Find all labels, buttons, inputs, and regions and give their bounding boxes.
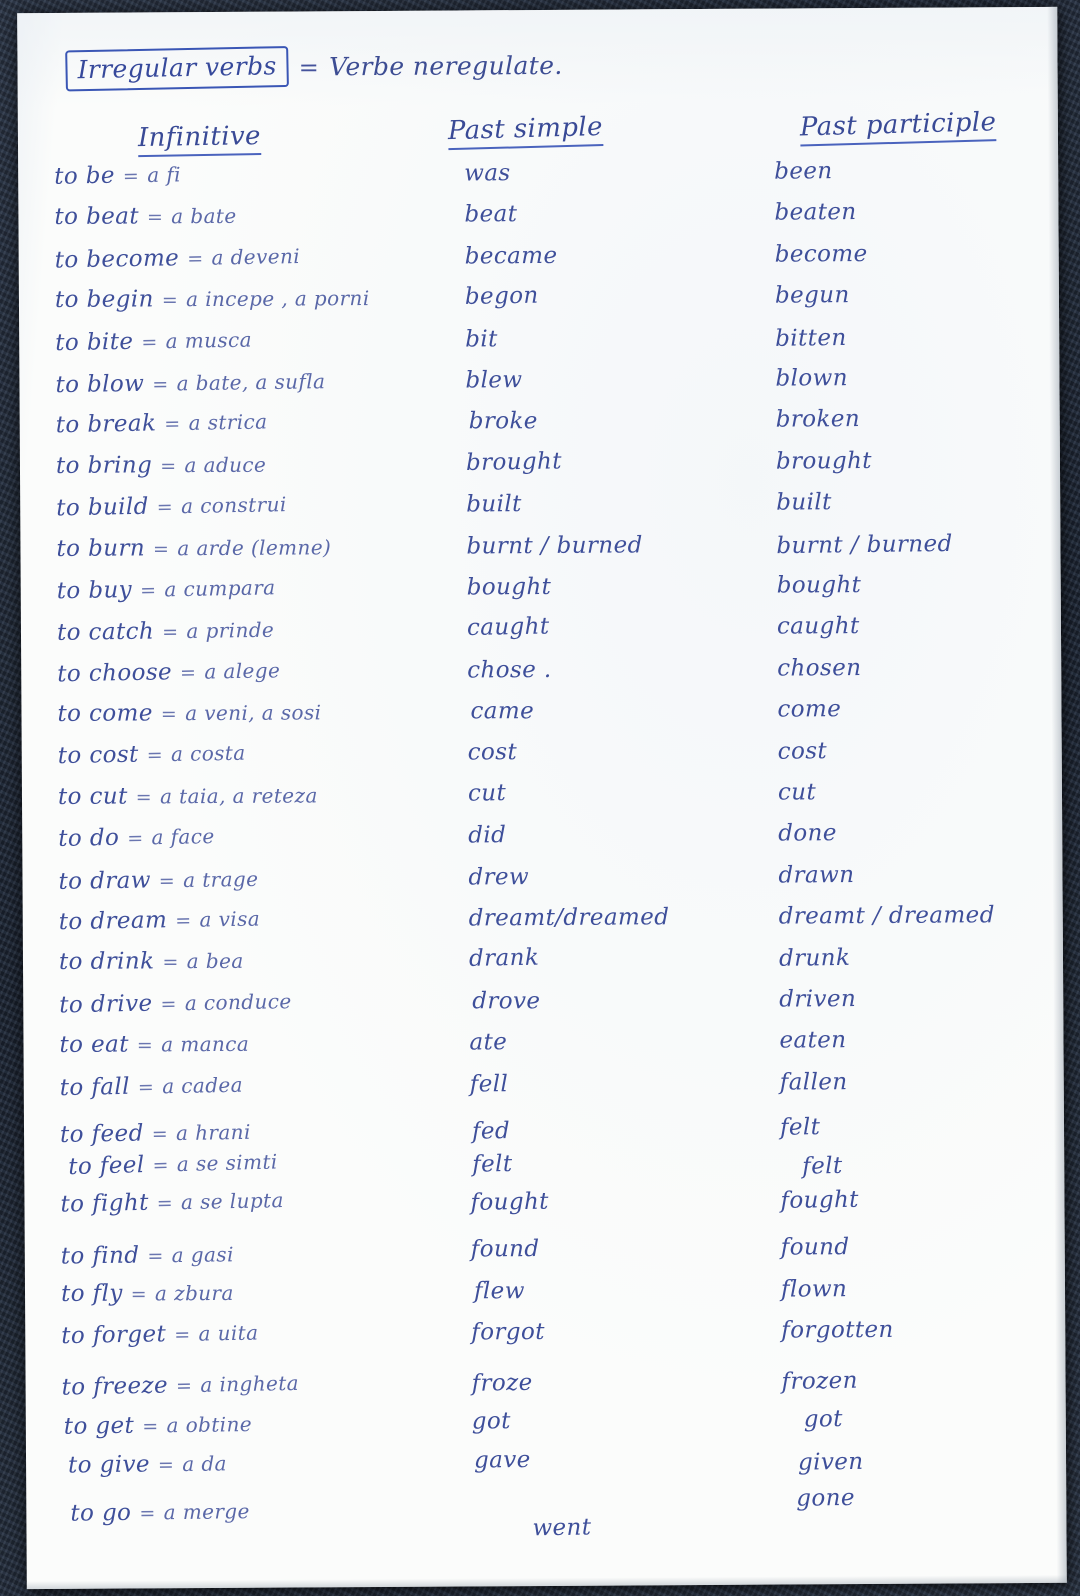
equals-sign: = [127, 827, 144, 850]
equals-sign: = [136, 1034, 154, 1057]
equals-sign: = [139, 579, 157, 602]
verb-romanian: a merge [163, 1498, 250, 1524]
verb-infinitive-cell [61, 1243, 234, 1268]
verb-past-participle: flown [780, 1275, 848, 1303]
equals-sign: = [161, 289, 179, 312]
verb-past-participle: chosen [777, 654, 862, 682]
equals-sign: = [162, 951, 179, 974]
verb-infinitive-cell [58, 784, 318, 809]
verb-past-participle: bought [776, 571, 862, 599]
verb-infinitive: to choose [56, 658, 173, 688]
table-row [19, 366, 1059, 414]
verb-infinitive: to go [70, 1499, 132, 1527]
verb-past-participle: done [778, 820, 837, 847]
table-row [23, 987, 1063, 1035]
verb-past-simple: did [468, 822, 507, 849]
equals-sign: = [156, 496, 174, 519]
verb-infinitive-cell [57, 576, 276, 603]
verb-infinitive: to catch [56, 618, 155, 647]
notebook-page [17, 7, 1067, 1589]
table-row [26, 1401, 1066, 1449]
verb-romanian: a obtine [166, 1411, 253, 1437]
verb-past-simple: fell [469, 1070, 509, 1098]
table-row [25, 1276, 1065, 1324]
verb-infinitive-cell [57, 659, 280, 686]
verb-past-simple: caught [466, 613, 550, 642]
verb-past-participle: felt [801, 1153, 843, 1181]
verb-romanian: a alege [204, 657, 281, 684]
verb-infinitive-cell [57, 701, 321, 726]
equals-sign: = [137, 1075, 155, 1099]
verb-past-participle: found [780, 1234, 850, 1261]
table-row [18, 159, 1058, 207]
verb-past-simple: drank [468, 945, 540, 973]
table-row [23, 945, 1063, 993]
verb-past-participle: felt [779, 1114, 821, 1141]
verb-romanian: a gasi [171, 1242, 234, 1268]
verb-infinitive: to cut [57, 783, 128, 810]
table-row [23, 1028, 1063, 1076]
verb-infinitive-cell [56, 493, 287, 520]
verb-past-participle: gone [796, 1484, 856, 1512]
table-row [22, 821, 1062, 869]
verb-past-simple: gave [473, 1446, 531, 1474]
table-row [19, 283, 1059, 331]
verb-past-simple: beat [464, 201, 518, 228]
verb-infinitive: to be [53, 162, 116, 190]
verb-past-participle: bitten [775, 324, 847, 352]
verb-past-simple: begon [464, 282, 539, 311]
verb-infinitive: to come [57, 700, 153, 728]
verb-romanian: a construi [180, 492, 287, 519]
verb-infinitive-cell [60, 1121, 251, 1147]
table-row [20, 531, 1060, 579]
verb-infinitive: to break [55, 410, 157, 439]
verb-romanian: a taia, a reteza [159, 783, 318, 809]
verb-romanian: a trage [182, 866, 259, 892]
verb-infinitive-cell [70, 1500, 250, 1526]
equals-sign: = [142, 1415, 159, 1438]
equals-sign: = [139, 1501, 156, 1525]
verb-romanian: a musca [165, 327, 253, 353]
verb-past-participle: cost [777, 738, 828, 766]
verb-infinitive-cell [68, 1151, 278, 1180]
table-row [25, 1359, 1065, 1407]
verb-past-simple: bought [466, 573, 552, 601]
page-title [65, 46, 562, 90]
equals-sign: = [164, 413, 181, 436]
verb-past-participle: frozen [781, 1368, 859, 1396]
verb-infinitive: to beat [54, 203, 140, 231]
verb-past-simple: froze [471, 1370, 533, 1398]
table-row [18, 200, 1058, 248]
equals-sign: = [175, 909, 192, 933]
equals-sign: = [146, 206, 164, 229]
verb-past-participle: driven [779, 985, 857, 1013]
verb-past-simple: found [470, 1236, 540, 1263]
verb-infinitive-cell [58, 825, 215, 851]
verb-infinitive-cell [59, 990, 292, 1017]
equals-sign: = [130, 1282, 148, 1306]
verb-past-participle: fallen [779, 1068, 848, 1096]
verb-infinitive: to drive [59, 990, 153, 1019]
table-row [20, 449, 1060, 497]
verb-past-simple: flew [474, 1277, 525, 1304]
verb-romanian: a hrani [175, 1119, 251, 1146]
verb-past-simple: forgot [471, 1318, 545, 1346]
verb-infinitive: to buy [56, 576, 133, 605]
table-row [25, 1235, 1065, 1283]
verb-infinitive: to fall [59, 1073, 131, 1101]
table-row [24, 1186, 1064, 1242]
verb-infinitive-cell [58, 868, 258, 894]
column-header-infinitive: Infinitive [138, 121, 261, 153]
verb-past-participle: begun [774, 282, 850, 309]
equals-sign: = [157, 1454, 175, 1477]
equals-sign: = [179, 661, 197, 684]
verb-past-participle: cut [777, 779, 817, 806]
verb-infinitive-cell [60, 1189, 284, 1216]
verb-romanian: a zbura [154, 1280, 234, 1305]
verb-past-simple: fed [471, 1118, 511, 1145]
equals-sign: = [187, 247, 204, 270]
verb-past-simple: cost [467, 739, 518, 766]
verb-past-simple: drew [468, 863, 530, 891]
verb-romanian: a uita [198, 1320, 259, 1346]
page-edge-bottom [27, 1575, 1067, 1589]
verb-infinitive: to fly [60, 1280, 123, 1307]
verb-infinitive-cell [61, 1321, 259, 1348]
equals-sign: = [151, 1123, 169, 1146]
verb-past-participle: drawn [778, 861, 855, 889]
verb-romanian: a deveni [211, 243, 301, 270]
verb-infinitive-cell [61, 1372, 299, 1400]
verb-infinitive-cell [61, 1281, 234, 1305]
verb-romanian: a bate, a sufla [176, 369, 326, 396]
verb-past-participle: become [774, 240, 868, 268]
verb-infinitive-cell [55, 328, 252, 355]
table-row [21, 614, 1061, 662]
verb-infinitive: to begin [54, 286, 154, 314]
verb-infinitive-cell [59, 1033, 249, 1057]
verb-past-simple: felt [471, 1151, 513, 1179]
verb-infinitive: to build [55, 493, 150, 522]
verb-infinitive: to dream [58, 907, 168, 936]
verb-past-simple: fought [470, 1188, 550, 1216]
verb-infinitive: to eat [59, 1031, 129, 1059]
equals-sign: = [141, 330, 158, 354]
equals-sign: = [160, 703, 178, 726]
verb-past-participle: brought [775, 447, 872, 475]
verb-past-simple: broke [468, 408, 538, 435]
verb-infinitive-cell [55, 245, 301, 272]
equals-sign: = [146, 744, 164, 767]
verb-infinitive: to feed [59, 1120, 144, 1148]
table-row [21, 697, 1061, 745]
verb-past-participle: caught [776, 613, 860, 640]
verb-romanian: a visa [199, 906, 261, 932]
verb-past-participle: forgotten [781, 1316, 894, 1344]
verb-infinitive: to cost [57, 742, 139, 770]
verb-past-simple: bit [465, 325, 498, 353]
table-row [22, 738, 1062, 786]
column-headers [18, 107, 1058, 163]
verb-romanian: a incepe , a porni [186, 286, 370, 312]
verb-infinitive-cell [54, 205, 236, 229]
verb-infinitive: to fight [60, 1189, 149, 1218]
verb-romanian: a arde (lemne) [177, 534, 332, 560]
verb-infinitive: to feel [67, 1152, 145, 1181]
verb-infinitive: to forget [61, 1321, 167, 1350]
verb-romanian: a se simti [176, 1149, 278, 1177]
equals-sign: = [174, 1323, 191, 1347]
verb-past-participle: blown [775, 365, 848, 392]
verb-infinitive: to get [63, 1412, 135, 1440]
equals-sign: = [152, 1154, 170, 1178]
verb-romanian: a prinde [186, 617, 275, 644]
verb-romanian: a fi [147, 162, 182, 188]
verb-romanian: a cadea [161, 1072, 244, 1098]
verb-romanian: a da [182, 1451, 228, 1477]
verb-past-participle: dreamt / dreamed [778, 902, 995, 930]
verb-infinitive-cell [55, 370, 325, 397]
verb-infinitive: to blow [55, 370, 145, 399]
table-row [19, 242, 1059, 290]
verb-infinitive-cell [58, 742, 246, 768]
verb-infinitive: to draw [58, 867, 152, 895]
verb-romanian: a se lupta [180, 1187, 285, 1214]
verb-past-simple: became [464, 242, 558, 270]
verb-infinitive-cell [55, 287, 370, 312]
verb-infinitive-cell [59, 950, 244, 974]
verb-infinitive: to drink [58, 948, 155, 976]
verb-infinitive-cell [56, 411, 268, 438]
verb-past-participle: burnt / burned [776, 530, 953, 559]
table-row [24, 1069, 1064, 1117]
equals-sign: = [135, 786, 153, 809]
verb-past-simple: ate [469, 1029, 508, 1056]
equals-sign: = [160, 993, 178, 1016]
verb-past-simple: cut [467, 779, 507, 807]
title-translation: Verbe neregulate. [329, 50, 563, 82]
table-row [19, 324, 1059, 372]
verb-infinitive: to bite [54, 328, 134, 356]
verb-infinitive-cell [60, 1073, 244, 1099]
verb-infinitive: to freeze [61, 1372, 169, 1401]
verb-past-simple: drove [472, 988, 541, 1015]
verb-romanian: a strica [188, 409, 268, 436]
verb-past-participle: eaten [779, 1027, 847, 1054]
table-row [25, 1318, 1065, 1366]
table-row [21, 656, 1061, 704]
verb-past-simple: built [466, 491, 522, 518]
table-row [26, 1442, 1066, 1490]
verb-romanian: a conduce [184, 988, 292, 1015]
verb-past-participle: got [803, 1405, 843, 1433]
title-equals-sign: = [298, 53, 320, 82]
verb-past-simple: dreamt/dreamed [468, 904, 670, 932]
verb-past-participle: been [774, 158, 833, 185]
equals-sign: = [160, 454, 177, 478]
verb-romanian: a manca [161, 1031, 250, 1057]
equals-sign: = [122, 165, 140, 188]
verb-romanian: a face [151, 824, 215, 850]
verb-past-participle: built [776, 489, 832, 516]
equals-sign: = [158, 869, 176, 892]
verb-romanian: a ingheta [200, 1371, 300, 1398]
verb-past-participle: come [777, 696, 842, 723]
verb-infinitive: to bring [55, 452, 153, 479]
verb-past-simple: blew [465, 367, 523, 394]
column-header-past-participle: Past participle [800, 107, 997, 142]
verb-infinitive-cell [68, 1452, 227, 1477]
verb-infinitive: to find [60, 1242, 140, 1270]
verb-past-simple: got [471, 1407, 511, 1435]
verb-past-simple: went [532, 1513, 592, 1541]
verb-romanian: a veni, a sosi [185, 700, 322, 726]
title-boxed-text: Irregular verbs [65, 46, 289, 91]
verb-past-simple: was [464, 160, 511, 187]
verb-past-participle: given [797, 1448, 864, 1476]
equals-sign: = [147, 1245, 164, 1268]
verb-romanian: a bate [171, 204, 237, 229]
verb-romanian: a cumpara [164, 575, 276, 602]
verb-infinitive-cell [57, 619, 275, 645]
verb-infinitive: to become [54, 244, 180, 274]
verb-past-simple: brought [465, 448, 563, 476]
table-row [26, 1483, 1066, 1541]
equals-sign: = [152, 373, 169, 396]
verb-romanian: a aduce [184, 452, 267, 477]
verb-table [18, 158, 1066, 1541]
equals-sign: = [156, 1192, 174, 1215]
equals-sign: = [161, 621, 179, 644]
verb-infinitive: to give [67, 1451, 151, 1479]
verb-infinitive-cell [54, 163, 181, 188]
verb-infinitive: to burn [56, 534, 146, 562]
equals-sign: = [175, 1375, 193, 1398]
verb-past-participle: broken [775, 406, 861, 433]
verb-past-simple: burnt / burned [466, 531, 643, 559]
verb-infinitive: to do [58, 825, 120, 853]
verb-past-participle: beaten [774, 199, 857, 226]
column-header-past-simple: Past simple [448, 112, 604, 146]
verb-infinitive-cell [56, 453, 266, 477]
verb-past-simple: chose . [467, 656, 552, 684]
table-row [23, 904, 1063, 952]
verb-past-simple: came [470, 698, 535, 725]
verb-past-participle: fought [780, 1186, 860, 1214]
verb-infinitive-cell [56, 536, 331, 561]
equals-sign: = [152, 537, 170, 560]
verb-romanian: a bea [186, 949, 244, 974]
verb-infinitive-cell [59, 908, 261, 935]
table-row [22, 780, 1062, 828]
verb-past-participle: drunk [778, 945, 851, 973]
verb-infinitive-cell [64, 1413, 253, 1439]
verb-romanian: a costa [170, 741, 246, 767]
